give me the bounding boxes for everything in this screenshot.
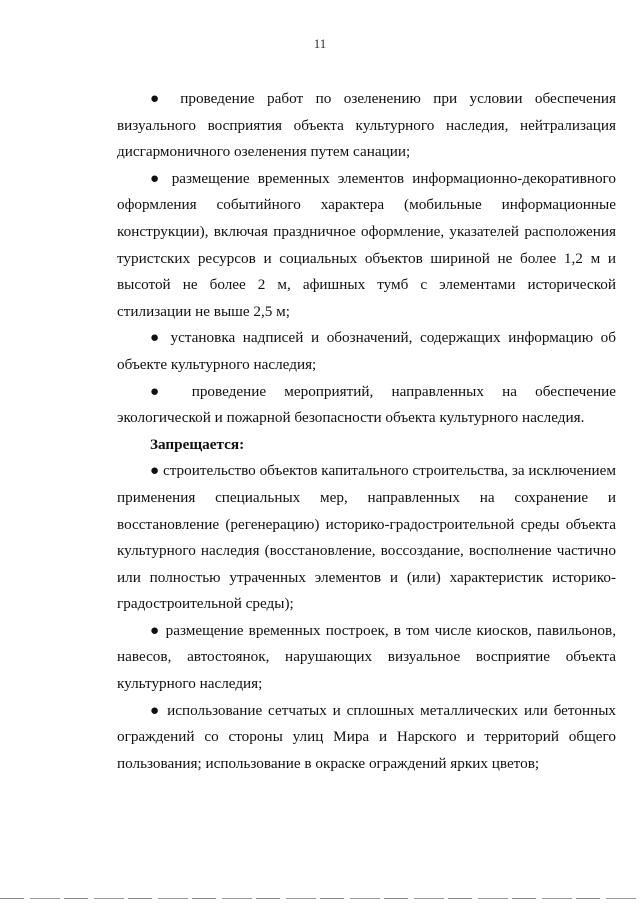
paragraph-temporary-elements: ● размещение временных элементов информационно-декоративного оформления событийного характера (мобильные информационные конструкции), включая праздничное оформление, указателей расположения туристских ресурсов и социальных объектов шириной не более 1,2 м и высотой не более 2 м, афишных тумб с элементами исторической стилизации не выше 2,5 м;: [117, 169, 616, 320]
page-bottom-rule: [0, 898, 640, 899]
prohibited-heading: Запрещается:: [150, 435, 245, 453]
paragraph-safety-measures: ● проведение мероприятий, направленных на обеспечение экологической и пожарной безопасности объекта культурного наследия.: [117, 382, 616, 427]
paragraph-greening: ● проведение работ по озеленению при условии обеспечения визуального восприятия объекта культурного наследия, нейтрализация дисгармоничного озеленения путем санации;: [117, 90, 616, 161]
paragraph-prohibited-temporary-buildings: ● размещение временных построек, в том числе киосков, павильонов, навесов, автостоянок, нарушающих визуальное восприятие объекта культурного наследия;: [117, 621, 616, 693]
paragraph-signage: ● установка надписей и обозначений, содержащих информацию об объекте культурного наследия;: [117, 329, 616, 373]
page-number: 11: [313, 36, 327, 51]
paragraph-prohibited-fences: ● использование сетчатых и сплошных металлических или бетонных ограждений со стороны улиц Мира и Нарского и территорий общего пользования; использование в окраске ограждений ярких цветов;: [117, 701, 616, 772]
document-body: [117, 86, 616, 777]
paragraph-prohibited-construction: ● строительство объектов капитального строительства, за исключением применения специальных мер, направленных на сохранение и восстановление (регенерацию) историко-градостроительной среды объекта культурного наследия (восстановление, воссоздание, восполнение частично или полностью утраченных элементов и (или) характеристик историко-градостроительной среды);: [117, 462, 616, 613]
